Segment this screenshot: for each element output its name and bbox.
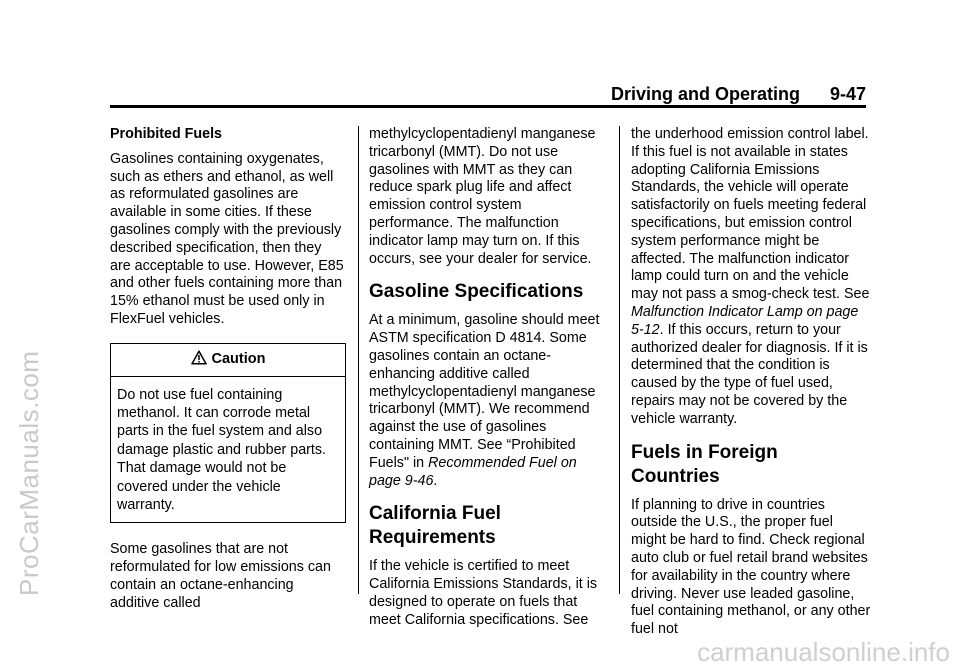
emission-text-end: . If this occurs, return to your authorized dealer for diagnosis. If it is determined that the condition is caused by the type of fuel used, repairs may not be covered by the vehicle warranty.: [631, 321, 868, 427]
heading-gasoline-specifications: Gasoline Specifications: [369, 281, 584, 303]
column-2: [369, 126, 609, 640]
paragraph-astm: [369, 312, 609, 490]
caution-box: [110, 343, 346, 524]
column-divider-2: [619, 126, 620, 594]
link-recommended-fuel[interactable]: Recommended Fuel on page 9-46: [369, 454, 577, 489]
page-header: [110, 84, 866, 108]
paragraph-california: If the vehicle is certified to meet California Emissions Standards, it is designed to operate on fuels that meet California specifications. See: [369, 558, 598, 628]
heading-foreign-countries: Fuels in Foreign Countries: [631, 441, 778, 487]
caution-text: Do not use fuel containing methanol. It can corrode metal parts in the fuel system and also damage plastic and rubber parts. That damage would not be covered under the vehicle warranty.: [117, 386, 327, 513]
link-malfunction-indicator[interactable]: Malfunction Indicator Lamp on page 5-12: [631, 303, 859, 338]
astm-text-end: .: [433, 472, 438, 489]
paragraph-mmt: methylcyclopentadienyl manganese tricarbonyl (MMT). Do not use gasolines with MMT as they can reduce spark plug life and affect emission control system performance. The malfunction indicator lamp may turn on. If this occurs, see your dealer for service.: [369, 126, 596, 267]
warning-triangle-icon: [191, 350, 207, 365]
caution-title: Caution: [211, 350, 266, 367]
watermark-left: ProCarManuals.com: [14, 350, 44, 596]
paragraph-foreign: If planning to drive in countries outside the U.S., the proper fuel might be hard to find. Check regional auto club or fuel retail brand websites for availability in the country where driving. Never use leaded gasoline, fuel containing methanol, or any other fuel not: [631, 496, 871, 638]
column-divider-1: [358, 126, 359, 594]
paragraph-emission-label: [631, 126, 871, 429]
paragraph-oxygenates: Gasolines containing oxygenates, such as ethers and ethanol, as well as reformulated gasolines are available in some cities. If these gasolines comply with the previously described specification, then they are acceptable to use. However, E85 and other fuels containing more than 15% ethanol must be used only in FlexFuel vehicles.: [110, 150, 344, 327]
subheading-prohibited-fuels: Prohibited Fuels: [110, 126, 223, 142]
astm-text: At a minimum, gasoline should meet ASTM specification D 4814. Some gasolines contain an octane-enhancing additive called methylcyclopentadienyl manganese tricarbonyl (MMT). We recommend against the use of gasolines containing MMT. See “Prohibited Fuels" in: [369, 312, 600, 471]
section-title: Driving and Operating: [610, 84, 800, 104]
paragraph-reformulated: Some gasolines that are not reformulated for low emissions can contain an octane-enhancing additive called: [110, 541, 331, 611]
page-number: 9-47: [829, 84, 866, 104]
column-1: [110, 126, 346, 623]
watermark-bottom: carmanualsonline.info: [697, 637, 950, 667]
caution-header: [111, 344, 345, 377]
emission-text: the underhood emission control label. If this fuel is not available in states adopting California Emissions Standards, the vehicle will operate satisfactorily on fuels meeting federal specifications, but emission control system performance might be affected. The malfunction indicator lamp could turn on and the vehicle may not pass a smog-check test. See: [631, 126, 870, 303]
heading-california-fuel: California Fuel Requirements: [369, 503, 501, 549]
column-3: [631, 126, 871, 649]
